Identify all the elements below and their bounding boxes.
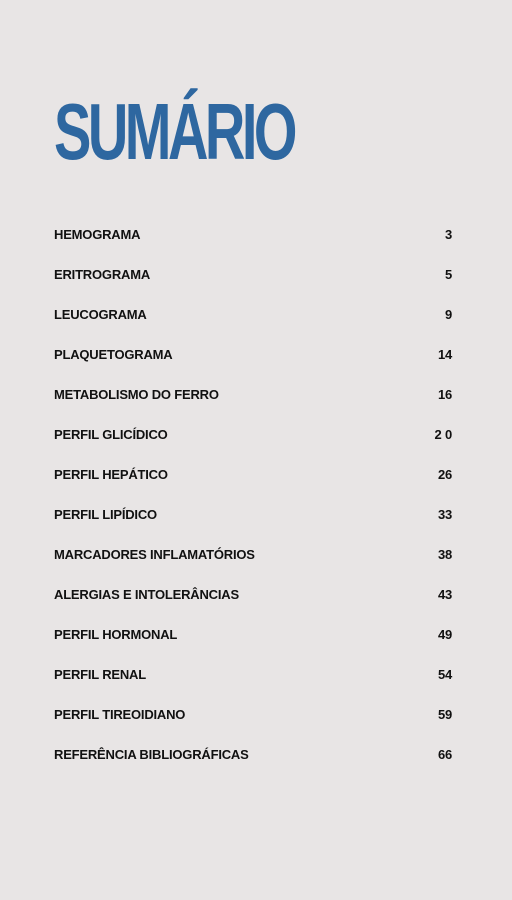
toc-item-label: PERFIL HORMONAL bbox=[54, 627, 178, 642]
toc-item-page-number: 14 bbox=[437, 347, 452, 362]
toc-item-label: HEMOGRAMA bbox=[54, 227, 141, 242]
toc-item-label: PLAQUETOGRAMA bbox=[54, 347, 173, 362]
toc-item-page-number: 5 bbox=[444, 267, 452, 282]
toc-item-label: PERFIL GLICÍDICO bbox=[54, 427, 168, 442]
toc-item-page-number: 66 bbox=[437, 747, 452, 762]
toc-item-page-number: 16 bbox=[437, 387, 452, 402]
toc-item-perfil-renal[interactable] bbox=[54, 665, 452, 705]
toc-item-label: MARCADORES INFLAMATÓRIOS bbox=[54, 547, 255, 562]
toc-item-page-number: 26 bbox=[437, 467, 452, 482]
toc-list bbox=[54, 225, 452, 785]
toc-item-perfil-hepatico[interactable] bbox=[54, 465, 452, 505]
toc-item-page-number: 33 bbox=[437, 507, 452, 522]
toc-item-page-number: 54 bbox=[437, 667, 452, 682]
toc-item-marcadores-inflamatorios[interactable] bbox=[54, 545, 452, 585]
toc-item-perfil-hormonal[interactable] bbox=[54, 625, 452, 665]
toc-item-page-number: 43 bbox=[437, 587, 452, 602]
toc-item-label: PERFIL RENAL bbox=[54, 667, 146, 682]
toc-item-alergias-e-intolerancias[interactable] bbox=[54, 585, 452, 625]
toc-item-page-number: 9 bbox=[444, 307, 452, 322]
toc-item-metabolismo-do-ferro[interactable] bbox=[54, 385, 452, 425]
toc-item-label: REFERÊNCIA BIBLIOGRÁFICAS bbox=[54, 747, 249, 762]
toc-item-label: PERFIL TIREOIDIANO bbox=[54, 707, 186, 722]
toc-item-label: ALERGIAS E INTOLERÂNCIAS bbox=[54, 587, 239, 602]
toc-item-page-number: 2 0 bbox=[434, 427, 452, 442]
toc-item-perfil-tireoidiano[interactable] bbox=[54, 705, 452, 745]
toc-item-page-number: 49 bbox=[437, 627, 452, 642]
toc-item-label: LEUCOGRAMA bbox=[54, 307, 147, 322]
toc-item-label: METABOLISMO DO FERRO bbox=[54, 387, 219, 402]
toc-item-label: PERFIL LIPÍDICO bbox=[54, 507, 157, 522]
toc-item-perfil-glicidico[interactable] bbox=[54, 425, 452, 465]
toc-item-label: PERFIL HEPÁTICO bbox=[54, 467, 168, 482]
toc-item-plaquetograma[interactable] bbox=[54, 345, 452, 385]
toc-item-referencia-bibliograficas[interactable] bbox=[54, 745, 452, 785]
toc-item-page-number: 59 bbox=[437, 707, 452, 722]
toc-item-leucograma[interactable] bbox=[54, 305, 452, 345]
toc-item-eritrograma[interactable] bbox=[54, 265, 452, 305]
toc-item-label: ERITROGRAMA bbox=[54, 267, 151, 282]
toc-item-page-number: 3 bbox=[444, 227, 452, 242]
toc-item-hemograma[interactable] bbox=[54, 225, 452, 265]
page-title: SUMÁRIO bbox=[54, 87, 294, 176]
toc-item-perfil-lipidico[interactable] bbox=[54, 505, 452, 545]
toc-item-page-number: 38 bbox=[437, 547, 452, 562]
